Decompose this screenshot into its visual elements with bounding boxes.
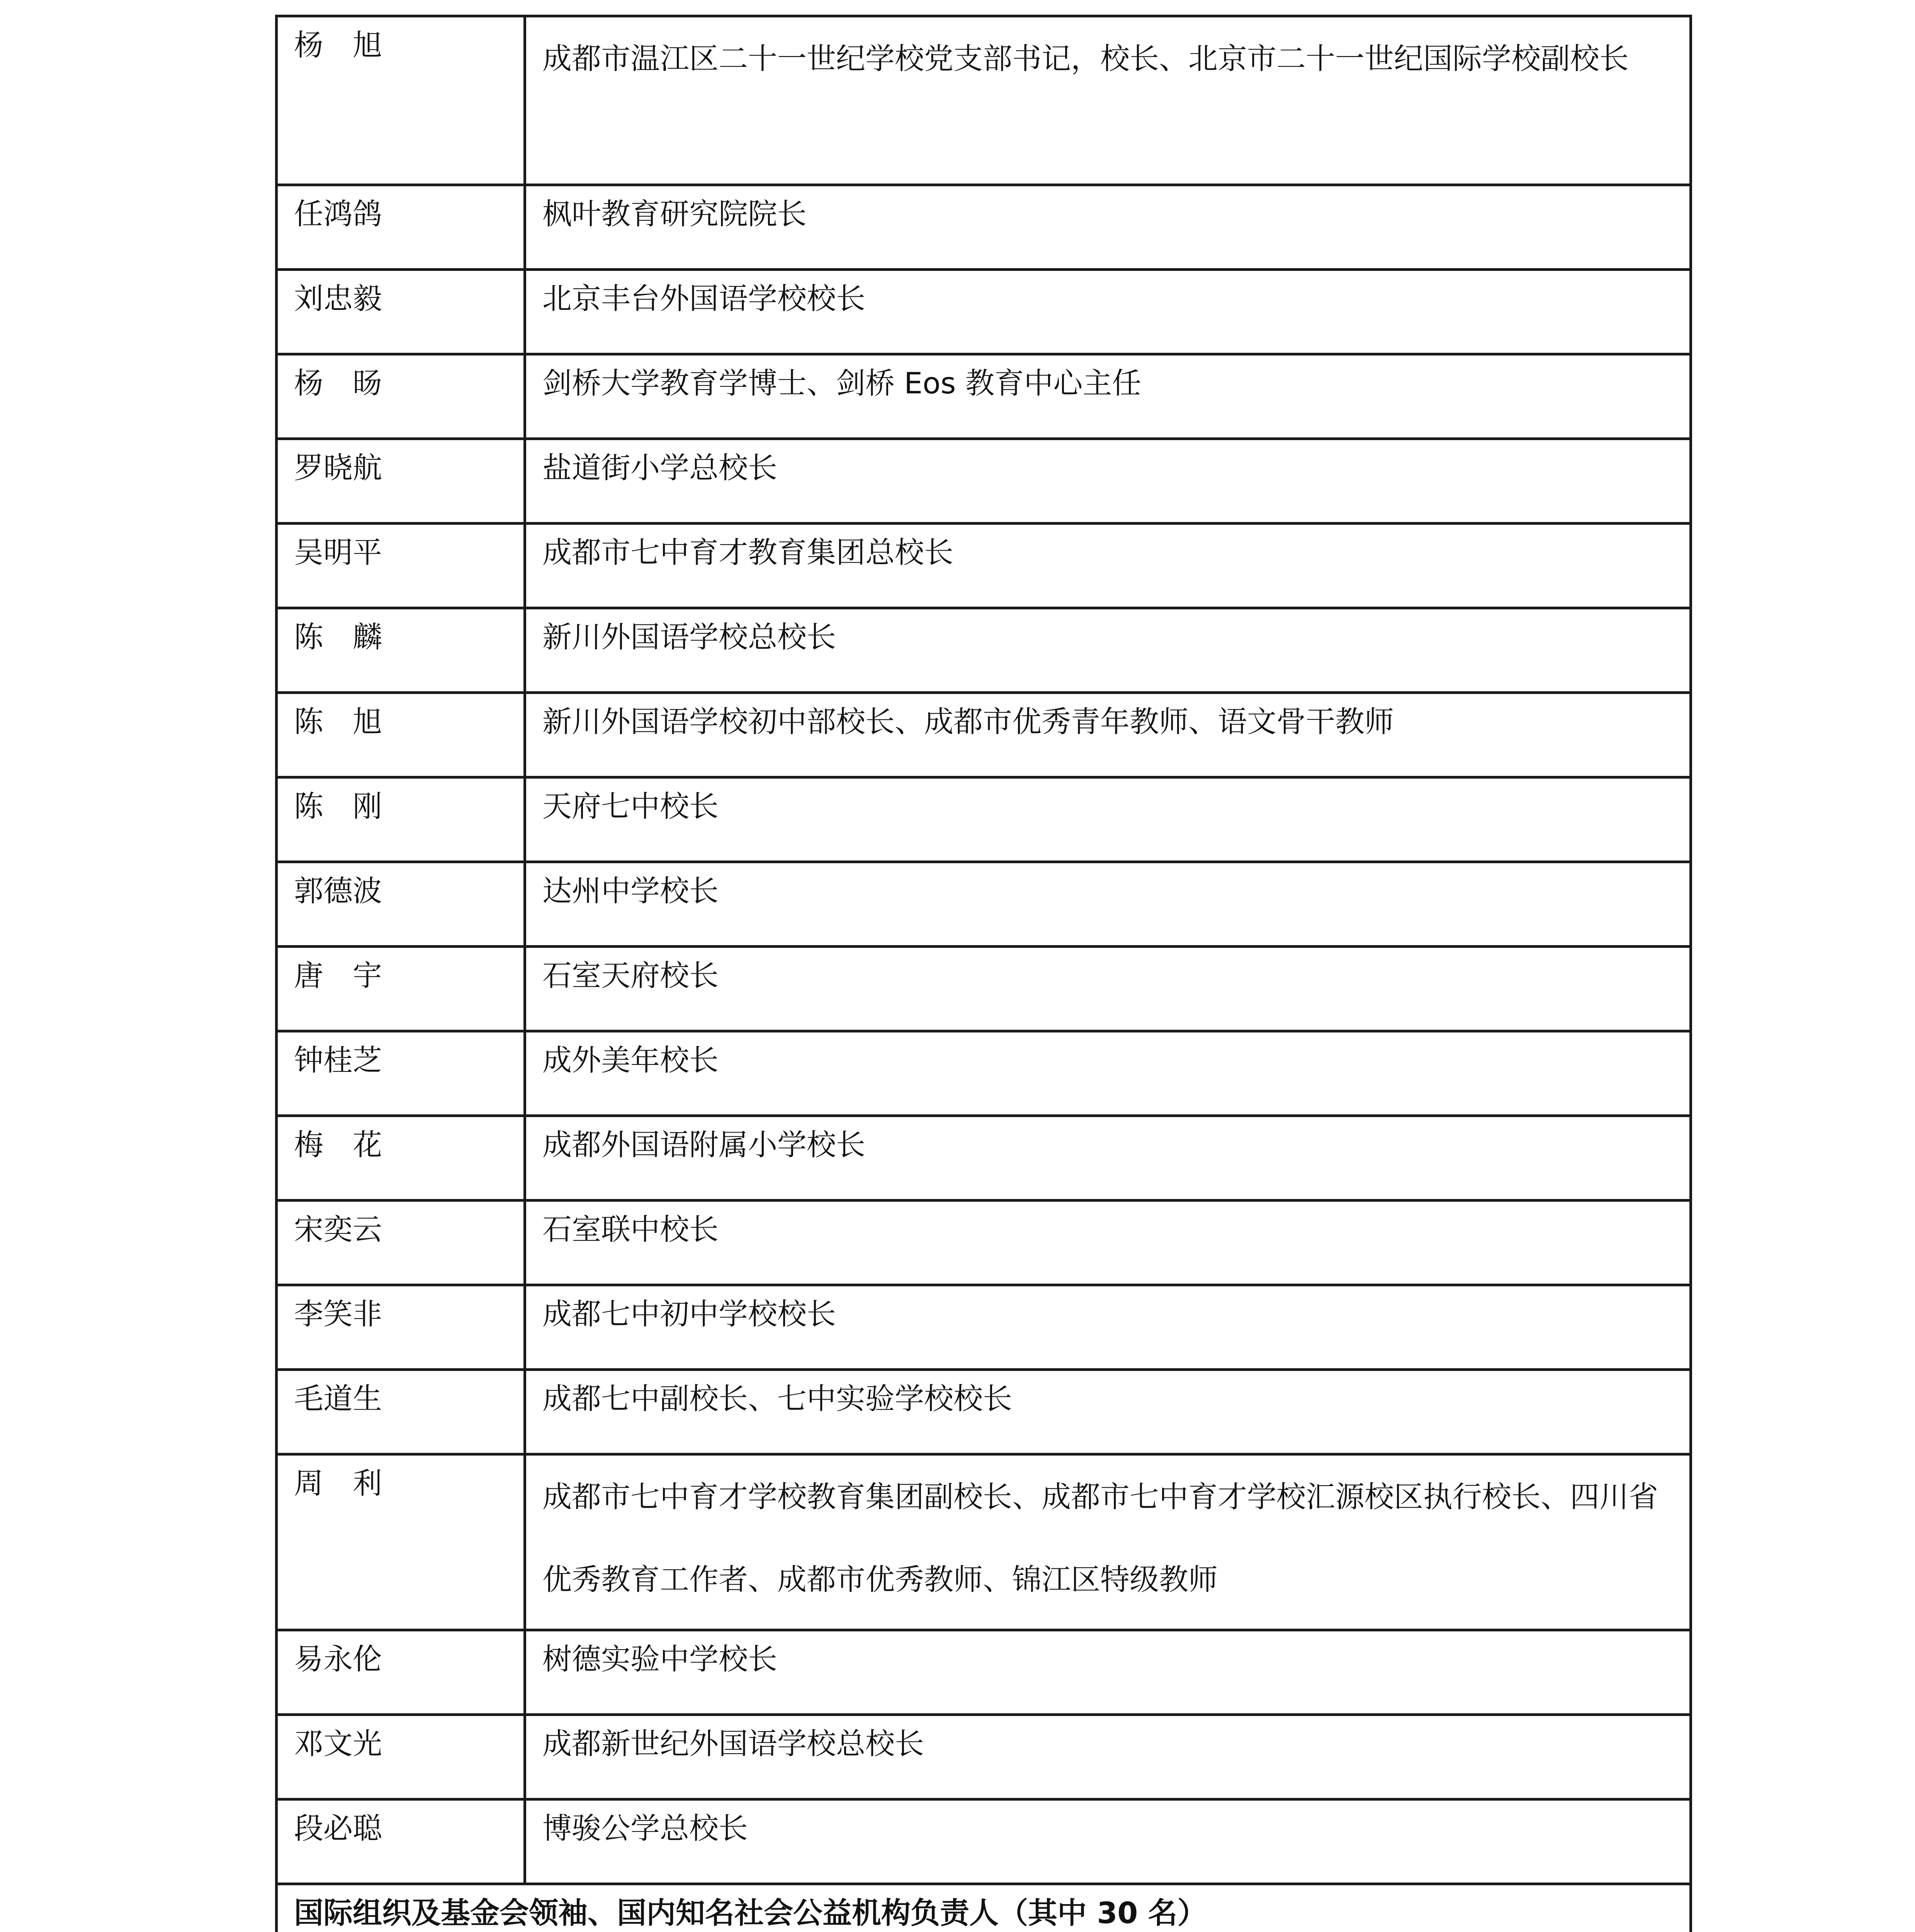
- person-name: 杨 旸: [277, 354, 525, 439]
- table-row: [277, 947, 1691, 1031]
- person-description: 成都外国语附属小学校长: [525, 1116, 1691, 1201]
- person-description: 博骏公学总校长: [525, 1799, 1691, 1884]
- person-name: 钟桂芝: [277, 1031, 525, 1116]
- person-description: 新川外国语学校总校长: [525, 608, 1691, 693]
- table-row: [277, 777, 1691, 862]
- person-description: 成都市七中育才教育集团总校长: [525, 524, 1691, 608]
- person-name: 唐 宇: [277, 947, 525, 1031]
- person-description: 树德实验中学校长: [525, 1630, 1691, 1715]
- table-row: [277, 862, 1691, 947]
- person-description: 剑桥大学教育学博士、剑桥 Eos 教育中心主任: [525, 354, 1691, 439]
- table-row: [277, 439, 1691, 524]
- table-row: [277, 1370, 1691, 1454]
- person-name: 易永伦: [277, 1630, 525, 1715]
- person-name: 周 利: [277, 1454, 525, 1630]
- person-name: 宋奕云: [277, 1201, 525, 1285]
- person-name: 吴明平: [277, 524, 525, 608]
- person-description: 成外美年校长: [525, 1031, 1691, 1116]
- table-row: [277, 16, 1691, 185]
- person-description: 北京丰台外国语学校校长: [525, 270, 1691, 354]
- person-description: 枫叶教育研究院院长: [525, 185, 1691, 270]
- person-description: 成都新世纪外国语学校总校长: [525, 1715, 1691, 1799]
- table-row: [277, 354, 1691, 439]
- person-description: 石室天府校长: [525, 947, 1691, 1031]
- table-row: [277, 608, 1691, 693]
- person-name: 梅 花: [277, 1116, 525, 1201]
- table-row: [277, 1630, 1691, 1715]
- person-description: 新川外国语学校初中部校长、成都市优秀青年教师、语文骨干教师: [525, 693, 1691, 777]
- table-row: [277, 270, 1691, 354]
- table-row: [277, 1031, 1691, 1116]
- person-description: 石室联中校长: [525, 1201, 1691, 1285]
- table-row: [277, 1715, 1691, 1799]
- personnel-table: [275, 15, 1692, 1932]
- person-description: 成都七中初中学校校长: [525, 1285, 1691, 1370]
- person-name: 陈 旭: [277, 693, 525, 777]
- table-row: [277, 693, 1691, 777]
- person-name: 毛道生: [277, 1370, 525, 1454]
- table-row: [277, 1116, 1691, 1201]
- person-name: 任鸿鸽: [277, 185, 525, 270]
- person-name: 陈 麟: [277, 608, 525, 693]
- table-row: [277, 185, 1691, 270]
- person-name: 郭德波: [277, 862, 525, 947]
- table-row: [277, 1454, 1691, 1630]
- table-row: [277, 524, 1691, 608]
- person-description: 天府七中校长: [525, 777, 1691, 862]
- person-description: 达州中学校长: [525, 862, 1691, 947]
- section-header-row: [277, 1884, 1691, 1932]
- table-row: [277, 1201, 1691, 1285]
- person-description: 成都七中副校长、七中实验学校校长: [525, 1370, 1691, 1454]
- person-name: 杨 旭: [277, 16, 525, 185]
- person-name: 罗晓航: [277, 439, 525, 524]
- person-name: 邓文光: [277, 1715, 525, 1799]
- person-name: 刘忠毅: [277, 270, 525, 354]
- person-description: 成都市七中育才学校教育集团副校长、成都市七中育才学校汇源校区执行校长、四川省优秀教育工作者、成都市优秀教师、锦江区特级教师: [525, 1454, 1691, 1630]
- person-name: 段必聪: [277, 1799, 525, 1884]
- table-row: [277, 1799, 1691, 1884]
- person-name: 李笑非: [277, 1285, 525, 1370]
- table-row: [277, 1285, 1691, 1370]
- person-description: 成都市温江区二十一世纪学校党支部书记，校长、北京市二十一世纪国际学校副校长: [525, 16, 1691, 185]
- person-name: 陈 刚: [277, 777, 525, 862]
- section-header: 国际组织及基金会领袖、国内知名社会公益机构负责人（其中 30 名）: [277, 1884, 1691, 1932]
- person-description: 盐道街小学总校长: [525, 439, 1691, 524]
